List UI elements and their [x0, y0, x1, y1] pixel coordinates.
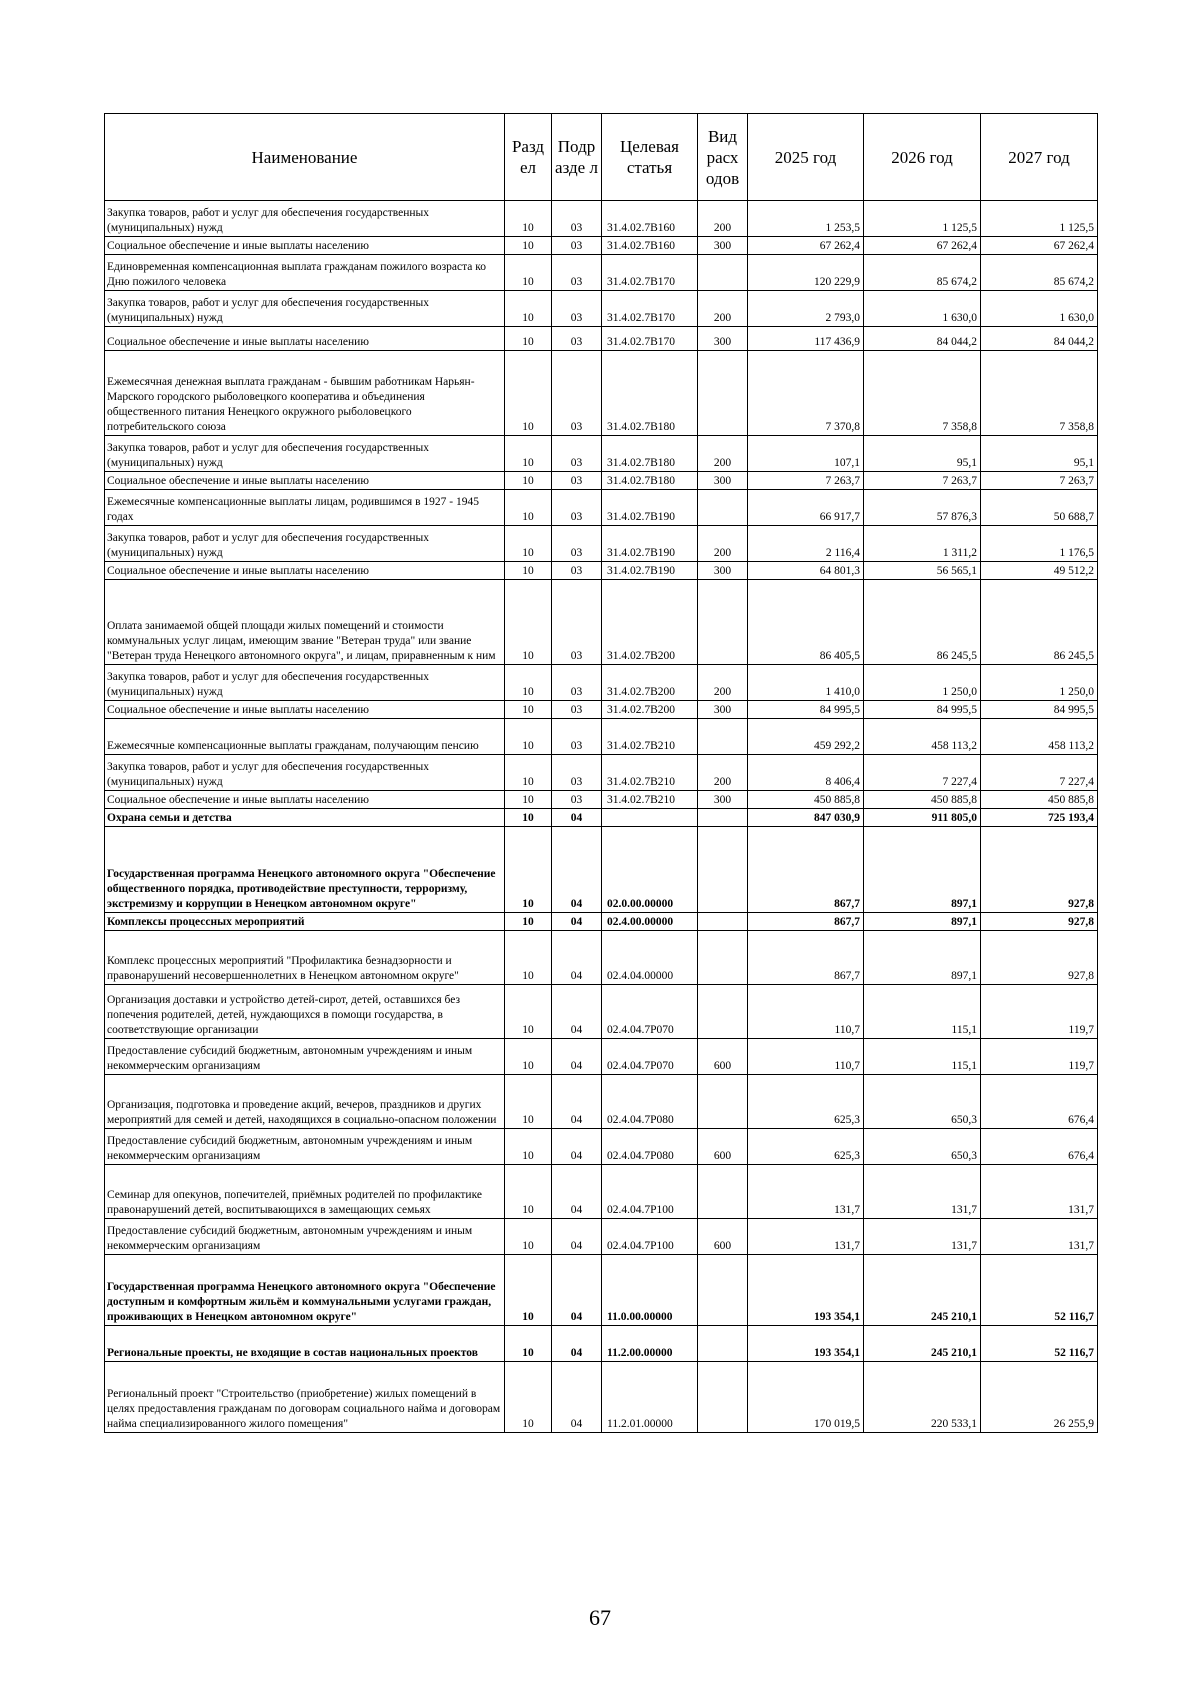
row-expense-type [698, 719, 748, 755]
row-2027: 52 116,7 [981, 1255, 1098, 1326]
row-2026: 85 674,2 [864, 255, 981, 291]
row-subsection: 03 [552, 719, 602, 755]
row-expense-type: 300 [698, 791, 748, 809]
row-section: 10 [505, 1129, 552, 1165]
row-subsection: 03 [552, 490, 602, 526]
row-section: 10 [505, 201, 552, 237]
row-2026: 131,7 [864, 1219, 981, 1255]
row-expense-type [698, 1326, 748, 1362]
row-target: 31.4.02.7В170 [602, 255, 698, 291]
row-2027: 927,8 [981, 827, 1098, 913]
row-2027: 49 512,2 [981, 562, 1098, 580]
row-target: 02.4.04.00000 [602, 931, 698, 985]
row-expense-type [698, 580, 748, 665]
row-section: 10 [505, 1219, 552, 1255]
row-2025: 867,7 [748, 827, 864, 913]
row-2025: 117 436,9 [748, 327, 864, 351]
row-2026: 95,1 [864, 436, 981, 472]
row-subsection: 03 [552, 436, 602, 472]
row-target: 31.4.02.7В200 [602, 580, 698, 665]
row-target: 11.2.01.00000 [602, 1362, 698, 1433]
row-target: 31.4.02.7В180 [602, 351, 698, 436]
row-section: 10 [505, 472, 552, 490]
row-2026: 7 227,4 [864, 755, 981, 791]
row-name: Социальное обеспечение и иные выплаты населению [105, 562, 505, 580]
row-name: Социальное обеспечение и иные выплаты населению [105, 237, 505, 255]
row-subsection: 04 [552, 913, 602, 931]
row-2025: 1 253,5 [748, 201, 864, 237]
row-subsection: 04 [552, 1039, 602, 1075]
row-subsection: 04 [552, 827, 602, 913]
row-2025: 847 030,9 [748, 809, 864, 827]
row-target: 11.0.00.00000 [602, 1255, 698, 1326]
header-2026: 2026 год [864, 114, 981, 201]
row-2026: 245 210,1 [864, 1326, 981, 1362]
table-row [105, 351, 1098, 436]
row-subsection: 03 [552, 580, 602, 665]
header-section: Разд ел [505, 114, 552, 201]
row-2027: 676,4 [981, 1075, 1098, 1129]
row-target: 31.4.02.7В210 [602, 719, 698, 755]
row-2027: 84 044,2 [981, 327, 1098, 351]
row-target: 31.4.02.7В210 [602, 755, 698, 791]
row-2027: 458 113,2 [981, 719, 1098, 755]
row-2025: 867,7 [748, 913, 864, 931]
table-row [105, 201, 1098, 237]
row-2025: 7 370,8 [748, 351, 864, 436]
row-subsection: 04 [552, 1219, 602, 1255]
table-row [105, 827, 1098, 913]
row-section: 10 [505, 931, 552, 985]
row-subsection: 04 [552, 1326, 602, 1362]
row-section: 10 [505, 913, 552, 931]
row-subsection: 04 [552, 985, 602, 1039]
row-expense-type [698, 1075, 748, 1129]
row-name: Закупка товаров, работ и услуг для обеспечения государственных (муниципальных) нужд [105, 526, 505, 562]
row-target: 02.4.00.00000 [602, 913, 698, 931]
row-2027: 1 176,5 [981, 526, 1098, 562]
table-row [105, 931, 1098, 985]
row-2025: 193 354,1 [748, 1255, 864, 1326]
row-target: 31.4.02.7В160 [602, 201, 698, 237]
row-expense-type: 200 [698, 201, 748, 237]
page-number: 67 [589, 1605, 611, 1630]
row-2026: 1 311,2 [864, 526, 981, 562]
table-row [105, 291, 1098, 327]
table-row [105, 436, 1098, 472]
row-2027: 85 674,2 [981, 255, 1098, 291]
row-name: Государственная программа Ненецкого автономного округа "Обеспечение доступным и комфортным жильём и коммунальными услугами граждан, проживающих в Ненецком автономном округе" [105, 1255, 505, 1326]
row-subsection: 03 [552, 791, 602, 809]
row-2027: 450 885,8 [981, 791, 1098, 809]
row-2026: 86 245,5 [864, 580, 981, 665]
row-expense-type: 600 [698, 1039, 748, 1075]
table-row [105, 237, 1098, 255]
row-2025: 625,3 [748, 1129, 864, 1165]
row-2025: 66 917,7 [748, 490, 864, 526]
row-expense-type: 200 [698, 291, 748, 327]
table-row [105, 1165, 1098, 1219]
row-name: Комплексы процессных мероприятий [105, 913, 505, 931]
row-target: 11.2.00.00000 [602, 1326, 698, 1362]
row-2025: 193 354,1 [748, 1326, 864, 1362]
row-section: 10 [505, 1165, 552, 1219]
row-section: 10 [505, 327, 552, 351]
row-2027: 7 263,7 [981, 472, 1098, 490]
table-row [105, 1219, 1098, 1255]
row-target: 31.4.02.7В160 [602, 237, 698, 255]
row-target: 02.4.04.7Р100 [602, 1219, 698, 1255]
row-2027: 7 358,8 [981, 351, 1098, 436]
row-subsection: 03 [552, 237, 602, 255]
row-expense-type [698, 490, 748, 526]
row-name: Закупка товаров, работ и услуг для обеспечения государственных (муниципальных) нужд [105, 201, 505, 237]
row-2027: 7 227,4 [981, 755, 1098, 791]
row-expense-type: 600 [698, 1129, 748, 1165]
row-target: 02.4.04.7Р080 [602, 1075, 698, 1129]
row-2025: 2 793,0 [748, 291, 864, 327]
row-subsection: 04 [552, 1165, 602, 1219]
row-name: Организация доставки и устройство детей-сирот, детей, оставшихся без попечения родителей, детей, нуждающихся в помощи государства, в соответствующие организации [105, 985, 505, 1039]
budget-table [104, 113, 1098, 1433]
table-row [105, 1129, 1098, 1165]
row-subsection: 03 [552, 701, 602, 719]
row-2027: 131,7 [981, 1219, 1098, 1255]
header-target: Целевая статья [602, 114, 698, 201]
row-2026: 220 533,1 [864, 1362, 981, 1433]
row-name: Региональный проект "Строительство (приобретение) жилых помещений в целях предоставления гражданам по договорам социального найма и договорам найма специализированного жилого помещения" [105, 1362, 505, 1433]
row-name: Охрана семьи и детства [105, 809, 505, 827]
row-2026: 67 262,4 [864, 237, 981, 255]
row-section: 10 [505, 719, 552, 755]
row-section: 10 [505, 791, 552, 809]
row-name: Предоставление субсидий бюджетным, автономным учреждениям и иным некоммерческим организациям [105, 1129, 505, 1165]
row-section: 10 [505, 490, 552, 526]
row-name: Государственная программа Ненецкого автономного округа "Обеспечение общественного порядка, противодействие преступности, терроризму, экстремизму и коррупции в Ненецком автономном округе" [105, 827, 505, 913]
row-expense-type: 300 [698, 327, 748, 351]
row-target: 31.4.02.7В200 [602, 701, 698, 719]
row-2027: 131,7 [981, 1165, 1098, 1219]
row-target [602, 809, 698, 827]
header-expense-type: Вид расх одов [698, 114, 748, 201]
row-target: 31.4.02.7В190 [602, 490, 698, 526]
row-name: Закупка товаров, работ и услуг для обеспечения государственных (муниципальных) нужд [105, 665, 505, 701]
row-2026: 131,7 [864, 1165, 981, 1219]
row-section: 10 [505, 985, 552, 1039]
row-2027: 84 995,5 [981, 701, 1098, 719]
row-subsection: 04 [552, 1129, 602, 1165]
table-row [105, 327, 1098, 351]
header-2025: 2025 год [748, 114, 864, 201]
row-subsection: 03 [552, 665, 602, 701]
row-expense-type [698, 931, 748, 985]
table-row [105, 580, 1098, 665]
row-2025: 64 801,3 [748, 562, 864, 580]
row-target: 31.4.02.7В190 [602, 526, 698, 562]
row-target: 31.4.02.7В180 [602, 472, 698, 490]
table-row [105, 472, 1098, 490]
row-2027: 725 193,4 [981, 809, 1098, 827]
row-2026: 1 630,0 [864, 291, 981, 327]
row-name: Комплекс процессных мероприятий "Профилактика безнадзорности и правонарушений несовершеннолетних в Ненецком автономном округе" [105, 931, 505, 985]
row-2026: 56 565,1 [864, 562, 981, 580]
row-2025: 459 292,2 [748, 719, 864, 755]
row-2027: 86 245,5 [981, 580, 1098, 665]
table-row [105, 719, 1098, 755]
row-name: Социальное обеспечение и иные выплаты населению [105, 791, 505, 809]
row-expense-type: 300 [698, 701, 748, 719]
table-row [105, 1039, 1098, 1075]
row-expense-type: 200 [698, 436, 748, 472]
row-section: 10 [505, 1326, 552, 1362]
row-expense-type: 300 [698, 237, 748, 255]
row-section: 10 [505, 701, 552, 719]
row-expense-type: 200 [698, 755, 748, 791]
row-2027: 1 250,0 [981, 665, 1098, 701]
header-subsection: Подр азде л [552, 114, 602, 201]
row-target: 31.4.02.7В200 [602, 665, 698, 701]
row-name: Ежемесячные компенсационные выплаты гражданам, получающим пенсию [105, 719, 505, 755]
row-section: 10 [505, 436, 552, 472]
header-2027: 2027 год [981, 114, 1098, 201]
row-2026: 84 044,2 [864, 327, 981, 351]
row-2025: 170 019,5 [748, 1362, 864, 1433]
row-target: 02.4.04.7Р080 [602, 1129, 698, 1165]
row-2025: 110,7 [748, 985, 864, 1039]
row-name: Ежемесячная денежная выплата гражданам - бывшим работникам Нарьян-Марского городского рыболовецкого кооператива и объединения общественного питания Ненецкого окружного рыболовецкого потребительского союза [105, 351, 505, 436]
row-2025: 450 885,8 [748, 791, 864, 809]
row-expense-type [698, 351, 748, 436]
row-2025: 867,7 [748, 931, 864, 985]
row-subsection: 03 [552, 291, 602, 327]
row-name: Единовременная компенсационная выплата гражданам пожилого возраста ко Дню пожилого человека [105, 255, 505, 291]
row-expense-type [698, 1165, 748, 1219]
row-section: 10 [505, 1362, 552, 1433]
row-2027: 50 688,7 [981, 490, 1098, 526]
row-section: 10 [505, 1075, 552, 1129]
row-expense-type [698, 827, 748, 913]
table-row [105, 809, 1098, 827]
table-row [105, 1075, 1098, 1129]
row-2026: 7 263,7 [864, 472, 981, 490]
row-2025: 1 410,0 [748, 665, 864, 701]
row-target: 31.4.02.7В170 [602, 291, 698, 327]
row-2025: 84 995,5 [748, 701, 864, 719]
table-row [105, 562, 1098, 580]
table-body [105, 201, 1098, 1433]
row-expense-type [698, 985, 748, 1039]
row-expense-type: 200 [698, 526, 748, 562]
row-section: 10 [505, 755, 552, 791]
row-2026: 245 210,1 [864, 1255, 981, 1326]
row-2027: 26 255,9 [981, 1362, 1098, 1433]
row-expense-type [698, 255, 748, 291]
row-subsection: 03 [552, 472, 602, 490]
row-2026: 1 125,5 [864, 201, 981, 237]
row-section: 10 [505, 351, 552, 436]
row-section: 10 [505, 526, 552, 562]
row-target: 31.4.02.7В190 [602, 562, 698, 580]
row-target: 02.0.00.00000 [602, 827, 698, 913]
row-target: 31.4.02.7В170 [602, 327, 698, 351]
table-row [105, 255, 1098, 291]
row-name: Предоставление субсидий бюджетным, автономным учреждениям и иным некоммерческим организациям [105, 1219, 505, 1255]
row-section: 10 [505, 827, 552, 913]
row-subsection: 03 [552, 255, 602, 291]
row-subsection: 04 [552, 1075, 602, 1129]
row-expense-type [698, 809, 748, 827]
row-2025: 131,7 [748, 1219, 864, 1255]
row-section: 10 [505, 562, 552, 580]
row-2027: 927,8 [981, 913, 1098, 931]
row-2027: 927,8 [981, 931, 1098, 985]
row-target: 31.4.02.7В180 [602, 436, 698, 472]
row-name: Региональные проекты, не входящие в состав национальных проектов [105, 1326, 505, 1362]
row-name: Социальное обеспечение и иные выплаты населению [105, 701, 505, 719]
row-2027: 119,7 [981, 985, 1098, 1039]
row-2026: 57 876,3 [864, 490, 981, 526]
table-row [105, 985, 1098, 1039]
row-section: 10 [505, 1255, 552, 1326]
row-section: 10 [505, 291, 552, 327]
row-name: Социальное обеспечение и иные выплаты населению [105, 327, 505, 351]
row-target: 02.4.04.7Р100 [602, 1165, 698, 1219]
row-section: 10 [505, 255, 552, 291]
row-2026: 450 885,8 [864, 791, 981, 809]
table-row [105, 913, 1098, 931]
table-row [105, 1255, 1098, 1326]
row-2025: 131,7 [748, 1165, 864, 1219]
row-section: 10 [505, 237, 552, 255]
row-2027: 1 630,0 [981, 291, 1098, 327]
row-name: Ежемесячные компенсационные выплаты лицам, родившимся в 1927 - 1945 годах [105, 490, 505, 526]
row-expense-type: 300 [698, 472, 748, 490]
row-target: 02.4.04.7Р070 [602, 1039, 698, 1075]
row-2026: 7 358,8 [864, 351, 981, 436]
row-section: 10 [505, 665, 552, 701]
row-subsection: 03 [552, 526, 602, 562]
row-2027: 67 262,4 [981, 237, 1098, 255]
row-subsection: 03 [552, 201, 602, 237]
row-name: Оплата занимаемой общей площади жилых помещений и стоимости коммунальных услуг лицам, имеющим звание "Ветеран труда" или звание "Ветеран труда Ненецкого автономного округа", и лицам, приравненным к ним [105, 580, 505, 665]
row-name: Закупка товаров, работ и услуг для обеспечения государственных (муниципальных) нужд [105, 436, 505, 472]
row-2026: 897,1 [864, 931, 981, 985]
row-expense-type [698, 1362, 748, 1433]
row-2027: 52 116,7 [981, 1326, 1098, 1362]
row-2026: 1 250,0 [864, 665, 981, 701]
table-row [105, 665, 1098, 701]
row-2027: 95,1 [981, 436, 1098, 472]
row-expense-type: 300 [698, 562, 748, 580]
row-section: 10 [505, 580, 552, 665]
row-2026: 115,1 [864, 1039, 981, 1075]
row-name: Закупка товаров, работ и услуг для обеспечения государственных (муниципальных) нужд [105, 755, 505, 791]
row-section: 10 [505, 1039, 552, 1075]
row-expense-type [698, 913, 748, 931]
row-2025: 107,1 [748, 436, 864, 472]
row-2025: 86 405,5 [748, 580, 864, 665]
row-expense-type [698, 1255, 748, 1326]
row-expense-type: 200 [698, 665, 748, 701]
row-name: Организация, подготовка и проведение акций, вечеров, праздников и других мероприятий для семей и детей, находящихся в социально-опасном положении [105, 1075, 505, 1129]
row-2025: 67 262,4 [748, 237, 864, 255]
table-row [105, 1326, 1098, 1362]
row-subsection: 04 [552, 1255, 602, 1326]
row-2026: 650,3 [864, 1129, 981, 1165]
row-2025: 8 406,4 [748, 755, 864, 791]
row-subsection: 04 [552, 809, 602, 827]
table-row [105, 701, 1098, 719]
row-2025: 120 229,9 [748, 255, 864, 291]
header-name: Наименование [105, 114, 505, 201]
row-name: Социальное обеспечение и иные выплаты населению [105, 472, 505, 490]
row-name: Закупка товаров, работ и услуг для обеспечения государственных (муниципальных) нужд [105, 291, 505, 327]
row-subsection: 04 [552, 1362, 602, 1433]
row-2026: 115,1 [864, 985, 981, 1039]
table-row [105, 1362, 1098, 1433]
row-2025: 110,7 [748, 1039, 864, 1075]
row-2027: 1 125,5 [981, 201, 1098, 237]
row-subsection: 03 [552, 562, 602, 580]
row-name: Семинар для опекунов, попечителей, приёмных родителей по профилактике правонарушений детей, воспитывающихся в замещающих семьях [105, 1165, 505, 1219]
row-expense-type: 600 [698, 1219, 748, 1255]
row-2026: 458 113,2 [864, 719, 981, 755]
row-subsection: 04 [552, 931, 602, 985]
table-row [105, 791, 1098, 809]
row-target: 02.4.04.7Р070 [602, 985, 698, 1039]
row-target: 31.4.02.7В210 [602, 791, 698, 809]
row-2026: 897,1 [864, 913, 981, 931]
table-row [105, 526, 1098, 562]
row-2027: 676,4 [981, 1129, 1098, 1165]
row-2025: 625,3 [748, 1075, 864, 1129]
row-2027: 119,7 [981, 1039, 1098, 1075]
row-subsection: 03 [552, 351, 602, 436]
row-name: Предоставление субсидий бюджетным, автономным учреждениям и иным некоммерческим организациям [105, 1039, 505, 1075]
row-section: 10 [505, 809, 552, 827]
row-subsection: 03 [552, 755, 602, 791]
table-row [105, 490, 1098, 526]
row-2025: 2 116,4 [748, 526, 864, 562]
row-2026: 897,1 [864, 827, 981, 913]
row-2026: 650,3 [864, 1075, 981, 1129]
row-subsection: 03 [552, 327, 602, 351]
row-2026: 84 995,5 [864, 701, 981, 719]
row-2025: 7 263,7 [748, 472, 864, 490]
table-row [105, 755, 1098, 791]
table-header-row [105, 114, 1098, 201]
row-2026: 911 805,0 [864, 809, 981, 827]
